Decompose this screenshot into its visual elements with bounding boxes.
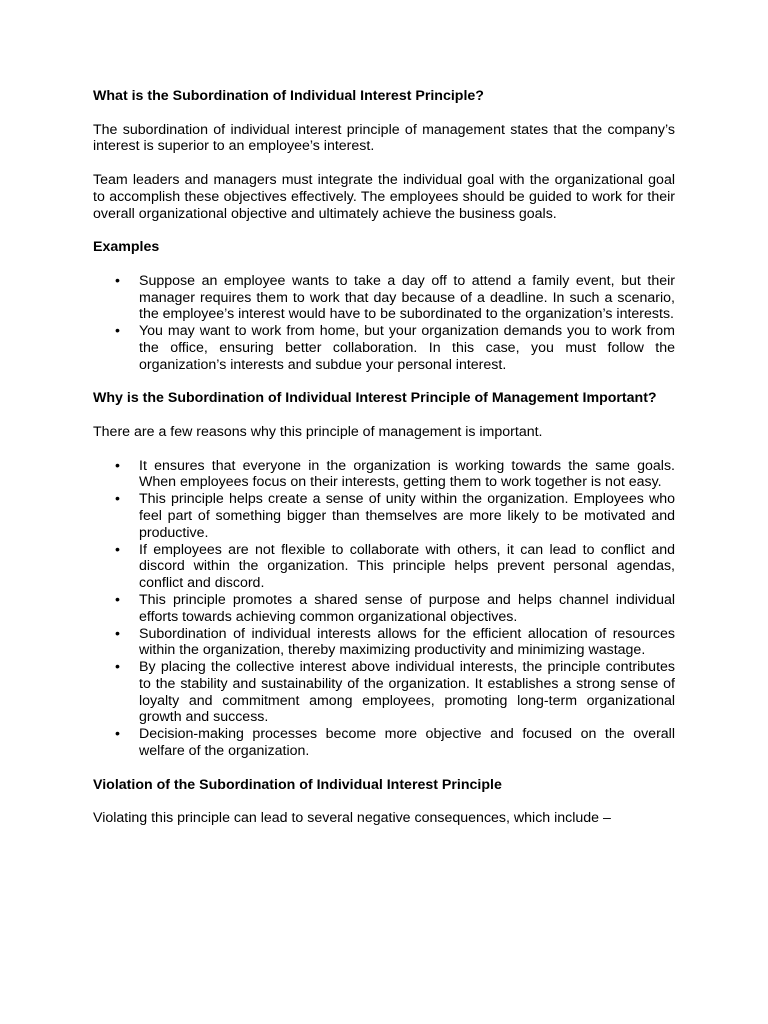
list-item-text: Decision-making processes become more objective and focused on the overall welfare of the organization. <box>139 726 675 760</box>
paragraph-team-leaders: Team leaders and managers must integrate the individual goal with the organizational goal to accomplish these objectives effectively. The employees should be guided to work for their overall organizational objective and ultimately achieve the business goals. <box>93 171 675 222</box>
bullet-icon: • <box>115 323 120 340</box>
section-heading-what-is: What is the Subordination of Individual Interest Principle? <box>93 88 484 104</box>
section-heading-violation: Violation of the Subordination of Individual Interest Principle <box>93 776 502 793</box>
list-item <box>93 323 675 373</box>
bullet-icon: • <box>115 591 120 608</box>
examples-list <box>93 273 675 374</box>
bullet-icon: • <box>115 726 120 743</box>
list-item <box>93 458 675 492</box>
list-item <box>93 626 675 660</box>
list-item <box>93 659 675 726</box>
list-item-text: If employees are not flexible to collaborate with others, it can lead to conflict and discord within the organization. This principle helps prevent personal agendas, conflict and discord. <box>139 541 675 592</box>
bullet-icon: • <box>115 272 120 289</box>
list-item-text: This principle promotes a shared sense of purpose and helps channel individual efforts towards achieving common organizational objectives. <box>139 591 675 625</box>
list-item <box>93 542 675 592</box>
list-item <box>93 726 675 760</box>
list-item <box>93 273 675 323</box>
list-item-text: Suppose an employee wants to take a day off to attend a family event, but their manager requires them to work that day because of a deadline. In such a scenario, the employee’s interest would have to be subordinated to the organization’s interests. <box>139 272 675 323</box>
bullet-icon: • <box>115 625 120 642</box>
paragraph-definition: The subordination of individual interest principle of management states that the company’s interest is superior to an employee’s interest. <box>93 121 675 155</box>
paragraph-reasons-intro: There are a few reasons why this principle of management is important. <box>93 423 543 440</box>
list-item-text: You may want to work from home, but your organization demands you to work from the office, ensuring better collaboration. In this case, you must follow the organization’s interests and subdue your personal interest. <box>139 323 675 373</box>
list-item-text: It ensures that everyone in the organization is working towards the same goals. When employees focus on their interests, getting them to work together is not easy. <box>139 457 675 491</box>
bullet-icon: • <box>115 659 120 676</box>
list-item-text: This principle helps create a sense of unity within the organization. Employees who feel part of something bigger than themselves are more likely to be motivated and productive. <box>139 491 675 541</box>
bullet-icon: • <box>115 491 120 508</box>
bullet-icon: • <box>115 541 120 558</box>
list-item-text: Subordination of individual interests allows for the efficient allocation of resources within the organization, thereby maximizing productivity and minimizing wastage. <box>139 625 675 659</box>
bullet-icon: • <box>115 457 120 474</box>
section-heading-examples: Examples <box>93 239 160 256</box>
list-item <box>93 592 675 626</box>
list-item-text: By placing the collective interest above individual interests, the principle contributes to the stability and sustainability of the organization. It establishes a strong sense of loyalty and commitment among employees, promoting long-term organizational growth and success. <box>139 659 675 726</box>
paragraph-violation-intro: Violating this principle can lead to several negative consequences, which include – <box>93 810 611 827</box>
reasons-list <box>93 458 675 760</box>
document-page <box>93 88 675 827</box>
section-heading-why-important: Why is the Subordination of Individual Interest Principle of Management Important? <box>93 390 657 407</box>
list-item <box>93 491 675 541</box>
